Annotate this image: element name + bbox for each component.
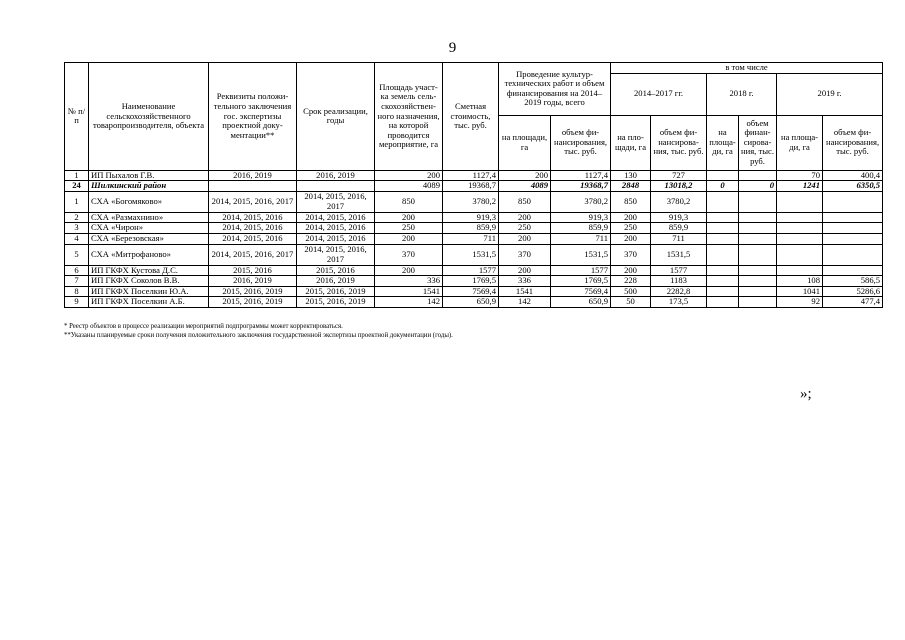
cell-a1: 500 — [611, 286, 651, 297]
cell-v2 — [739, 170, 777, 181]
cell-v1: 13018,2 — [651, 181, 707, 192]
header-y2: 2018 г. — [707, 73, 777, 115]
cell-name: ИП ГКФХ Соколов В.В. — [89, 276, 209, 287]
cell-area: 370 — [375, 244, 443, 265]
cell-a1: 200 — [611, 212, 651, 223]
cell-v2 — [739, 191, 777, 212]
cell-a3: 1241 — [777, 181, 823, 192]
subheader-vol-y3: объем финансирования, тыс. руб. — [823, 115, 883, 170]
subheader-vol-main: объем финансирования, тыс. руб. — [551, 115, 611, 170]
cell-rekv: 2015, 2016, 2019 — [209, 297, 297, 308]
cell-srok: 2014, 2015, 2016, 2017 — [297, 191, 375, 212]
cell-a: 4089 — [499, 181, 551, 192]
cell-a2 — [707, 170, 739, 181]
cell-name: Шилкинский район — [89, 181, 209, 192]
cell-name: ИП ГКФХ Поселкин Ю.А. — [89, 286, 209, 297]
table-row — [65, 191, 883, 212]
table-row — [65, 244, 883, 265]
table-row — [65, 297, 883, 308]
cell-area: 200 — [375, 170, 443, 181]
cell-name: ИП Пыхалов Г.В. — [89, 170, 209, 181]
cell-name: СХА «Чирон» — [89, 223, 209, 234]
cell-a2: 0 — [707, 181, 739, 192]
cell-num: 8 — [65, 286, 89, 297]
cell-srok: 2014, 2015, 2016 — [297, 233, 375, 244]
cell-a1: 370 — [611, 244, 651, 265]
cell-a3: 1041 — [777, 286, 823, 297]
cell-v: 3780,2 — [551, 191, 611, 212]
cell-a: 1541 — [499, 286, 551, 297]
cell-cost: 859,9 — [443, 223, 499, 234]
cell-num: 3 — [65, 223, 89, 234]
cell-v1: 3780,2 — [651, 191, 707, 212]
cell-v: 1769,5 — [551, 276, 611, 287]
cell-v1: 2282,8 — [651, 286, 707, 297]
cell-v2 — [739, 297, 777, 308]
cell-a1: 200 — [611, 265, 651, 276]
cell-srok: 2016, 2019 — [297, 276, 375, 287]
cell-num: 24 — [65, 181, 89, 192]
cell-a: 200 — [499, 170, 551, 181]
cell-a: 200 — [499, 265, 551, 276]
cell-a: 250 — [499, 223, 551, 234]
cell-v: 650,9 — [551, 297, 611, 308]
cell-v3: 477,4 — [823, 297, 883, 308]
subheader-area-y3: на площади, га — [777, 115, 823, 170]
cell-v3 — [823, 212, 883, 223]
cell-a3 — [777, 244, 823, 265]
cell-v2 — [739, 233, 777, 244]
header-cost: Сметная стоимость, тыс. руб. — [443, 63, 499, 171]
cell-srok: 2014, 2015, 2016 — [297, 212, 375, 223]
cell-v2 — [739, 265, 777, 276]
header-group-incl: в том числе — [611, 63, 883, 74]
cell-v: 1127,4 — [551, 170, 611, 181]
table-row — [65, 286, 883, 297]
cell-srok: 2015, 2016 — [297, 265, 375, 276]
cell-area: 336 — [375, 276, 443, 287]
cell-name: ИП ГКФХ Поселкин А.Б. — [89, 297, 209, 308]
cell-rekv — [209, 181, 297, 192]
table-row — [65, 265, 883, 276]
cell-rekv: 2015, 2016 — [209, 265, 297, 276]
table-row — [65, 170, 883, 181]
cell-v3: 400,4 — [823, 170, 883, 181]
cell-a1: 130 — [611, 170, 651, 181]
cell-cost: 7569,4 — [443, 286, 499, 297]
cell-v1: 711 — [651, 233, 707, 244]
cell-v: 711 — [551, 233, 611, 244]
cell-v2 — [739, 286, 777, 297]
cell-num: 1 — [65, 170, 89, 181]
cell-v3 — [823, 265, 883, 276]
cell-rekv: 2015, 2016, 2019 — [209, 286, 297, 297]
cell-a3 — [777, 191, 823, 212]
subheader-area-main: на площади, га — [499, 115, 551, 170]
cell-v3 — [823, 223, 883, 234]
cell-a1: 50 — [611, 297, 651, 308]
cell-name: ИП ГКФХ Кустова Д.С. — [89, 265, 209, 276]
cell-area: 850 — [375, 191, 443, 212]
cell-rekv: 2016, 2019 — [209, 276, 297, 287]
cell-v: 1531,5 — [551, 244, 611, 265]
page-number: 9 — [448, 40, 457, 56]
cell-v1: 727 — [651, 170, 707, 181]
cell-v3 — [823, 244, 883, 265]
cell-srok: 2014, 2015, 2016 — [297, 223, 375, 234]
cell-v: 19368,7 — [551, 181, 611, 192]
cell-name: СХА «Размахнино» — [89, 212, 209, 223]
cell-a2 — [707, 265, 739, 276]
cell-a2 — [707, 276, 739, 287]
cell-cost: 711 — [443, 233, 499, 244]
cell-v1: 1183 — [651, 276, 707, 287]
cell-cost: 919,3 — [443, 212, 499, 223]
header-area: Площадь участка земель сельскохозяйственного назначения, на которой проводится мероприятие, га — [375, 63, 443, 171]
cell-area: 250 — [375, 223, 443, 234]
cell-cost: 1531,5 — [443, 244, 499, 265]
cell-v2 — [739, 223, 777, 234]
cell-srok: 2016, 2019 — [297, 170, 375, 181]
cell-cost: 1577 — [443, 265, 499, 276]
cell-rekv: 2014, 2015, 2016 — [209, 212, 297, 223]
cell-a3 — [777, 212, 823, 223]
cell-v1: 1577 — [651, 265, 707, 276]
footnotes — [64, 322, 453, 340]
cell-a1: 2848 — [611, 181, 651, 192]
cell-a: 200 — [499, 212, 551, 223]
cell-a1: 850 — [611, 191, 651, 212]
cell-a: 336 — [499, 276, 551, 287]
cell-v2: 0 — [739, 181, 777, 192]
cell-a2 — [707, 244, 739, 265]
cell-a2 — [707, 191, 739, 212]
subheader-vol-y2: объем финансирования, тыс. руб. — [739, 115, 777, 170]
cell-cost: 650,9 — [443, 297, 499, 308]
cell-area: 200 — [375, 233, 443, 244]
cell-v1: 919,3 — [651, 212, 707, 223]
cell-a3 — [777, 265, 823, 276]
cell-v2 — [739, 212, 777, 223]
cell-v: 7569,4 — [551, 286, 611, 297]
table-row-district-total — [65, 181, 883, 192]
closing-quote: »; — [800, 386, 812, 402]
cell-v1: 1531,5 — [651, 244, 707, 265]
cell-v2 — [739, 276, 777, 287]
cell-a2 — [707, 286, 739, 297]
header-name: Наименование сельскохозяйственного товаропроизводителя, объекта — [89, 63, 209, 171]
cell-name: СХА «Митрофаново» — [89, 244, 209, 265]
cell-v3 — [823, 191, 883, 212]
cell-a: 850 — [499, 191, 551, 212]
cell-srok: 2015, 2016, 2019 — [297, 297, 375, 308]
cell-a1: 228 — [611, 276, 651, 287]
cell-num: 7 — [65, 276, 89, 287]
cell-a: 370 — [499, 244, 551, 265]
cell-rekv: 2014, 2015, 2016, 2017 — [209, 191, 297, 212]
cell-a1: 200 — [611, 233, 651, 244]
cell-v3: 5286,6 — [823, 286, 883, 297]
footnote-registry: * Реестр объектов в процессе реализации мероприятий подпрограммы может корректироваться. — [64, 323, 343, 330]
table-row — [65, 276, 883, 287]
cell-cost: 3780,2 — [443, 191, 499, 212]
cell-rekv: 2016, 2019 — [209, 170, 297, 181]
header-rekv: Реквизиты положительного заключения гос. экспертизы проектной документации** — [209, 63, 297, 171]
cell-area: 142 — [375, 297, 443, 308]
table-row — [65, 223, 883, 234]
cell-a1: 250 — [611, 223, 651, 234]
table-row — [65, 233, 883, 244]
cell-v: 1577 — [551, 265, 611, 276]
cell-a: 200 — [499, 233, 551, 244]
cell-a3: 108 — [777, 276, 823, 287]
table-row — [65, 212, 883, 223]
cell-num: 2 — [65, 212, 89, 223]
cell-num: 5 — [65, 244, 89, 265]
cell-cost: 19368,7 — [443, 181, 499, 192]
cell-area: 4089 — [375, 181, 443, 192]
cell-srok: 2014, 2015, 2016, 2017 — [297, 244, 375, 265]
cell-a3 — [777, 223, 823, 234]
cell-v: 859,9 — [551, 223, 611, 234]
cell-num: 4 — [65, 233, 89, 244]
cell-v: 919,3 — [551, 212, 611, 223]
cell-a2 — [707, 212, 739, 223]
cell-name: СХА «Березовская» — [89, 233, 209, 244]
cell-a3: 70 — [777, 170, 823, 181]
cell-a2 — [707, 297, 739, 308]
financing-table — [64, 62, 883, 308]
subheader-area-y1: на площади, га — [611, 115, 651, 170]
cell-num: 6 — [65, 265, 89, 276]
cell-a3 — [777, 233, 823, 244]
cell-rekv: 2014, 2015, 2016 — [209, 233, 297, 244]
cell-cost: 1127,4 — [443, 170, 499, 181]
cell-rekv: 2014, 2015, 2016 — [209, 223, 297, 234]
header-group-main: Проведение культуртехнических работ и объем финансирования на 2014–2019 годы, всего — [499, 63, 611, 116]
cell-rekv: 2014, 2015, 2016, 2017 — [209, 244, 297, 265]
cell-srok — [297, 181, 375, 192]
header-srok: Срок реализации, годы — [297, 63, 375, 171]
cell-num: 9 — [65, 297, 89, 308]
cell-area: 200 — [375, 212, 443, 223]
cell-a3: 92 — [777, 297, 823, 308]
cell-a2 — [707, 233, 739, 244]
cell-area: 200 — [375, 265, 443, 276]
cell-v3: 6350,5 — [823, 181, 883, 192]
cell-v3 — [823, 233, 883, 244]
cell-a2 — [707, 223, 739, 234]
cell-v2 — [739, 244, 777, 265]
header-num: № п/п — [65, 63, 89, 171]
cell-v1: 173,5 — [651, 297, 707, 308]
cell-area: 1541 — [375, 286, 443, 297]
cell-name: СХА «Богомяково» — [89, 191, 209, 212]
cell-v1: 859,9 — [651, 223, 707, 234]
cell-srok: 2015, 2016, 2019 — [297, 286, 375, 297]
header-y1: 2014–2017 гг. — [611, 73, 707, 115]
cell-num: 1 — [65, 191, 89, 212]
subheader-vol-y1: объем финансирования, тыс. руб. — [651, 115, 707, 170]
cell-cost: 1769,5 — [443, 276, 499, 287]
cell-v3: 586,5 — [823, 276, 883, 287]
subheader-area-y2: на площади, га — [707, 115, 739, 170]
cell-a: 142 — [499, 297, 551, 308]
footnote-expertise: **Указаны планируемые сроки получения положительного заключения государственной экспертизы проектной документации (годы). — [64, 332, 453, 339]
header-y3: 2019 г. — [777, 73, 883, 115]
